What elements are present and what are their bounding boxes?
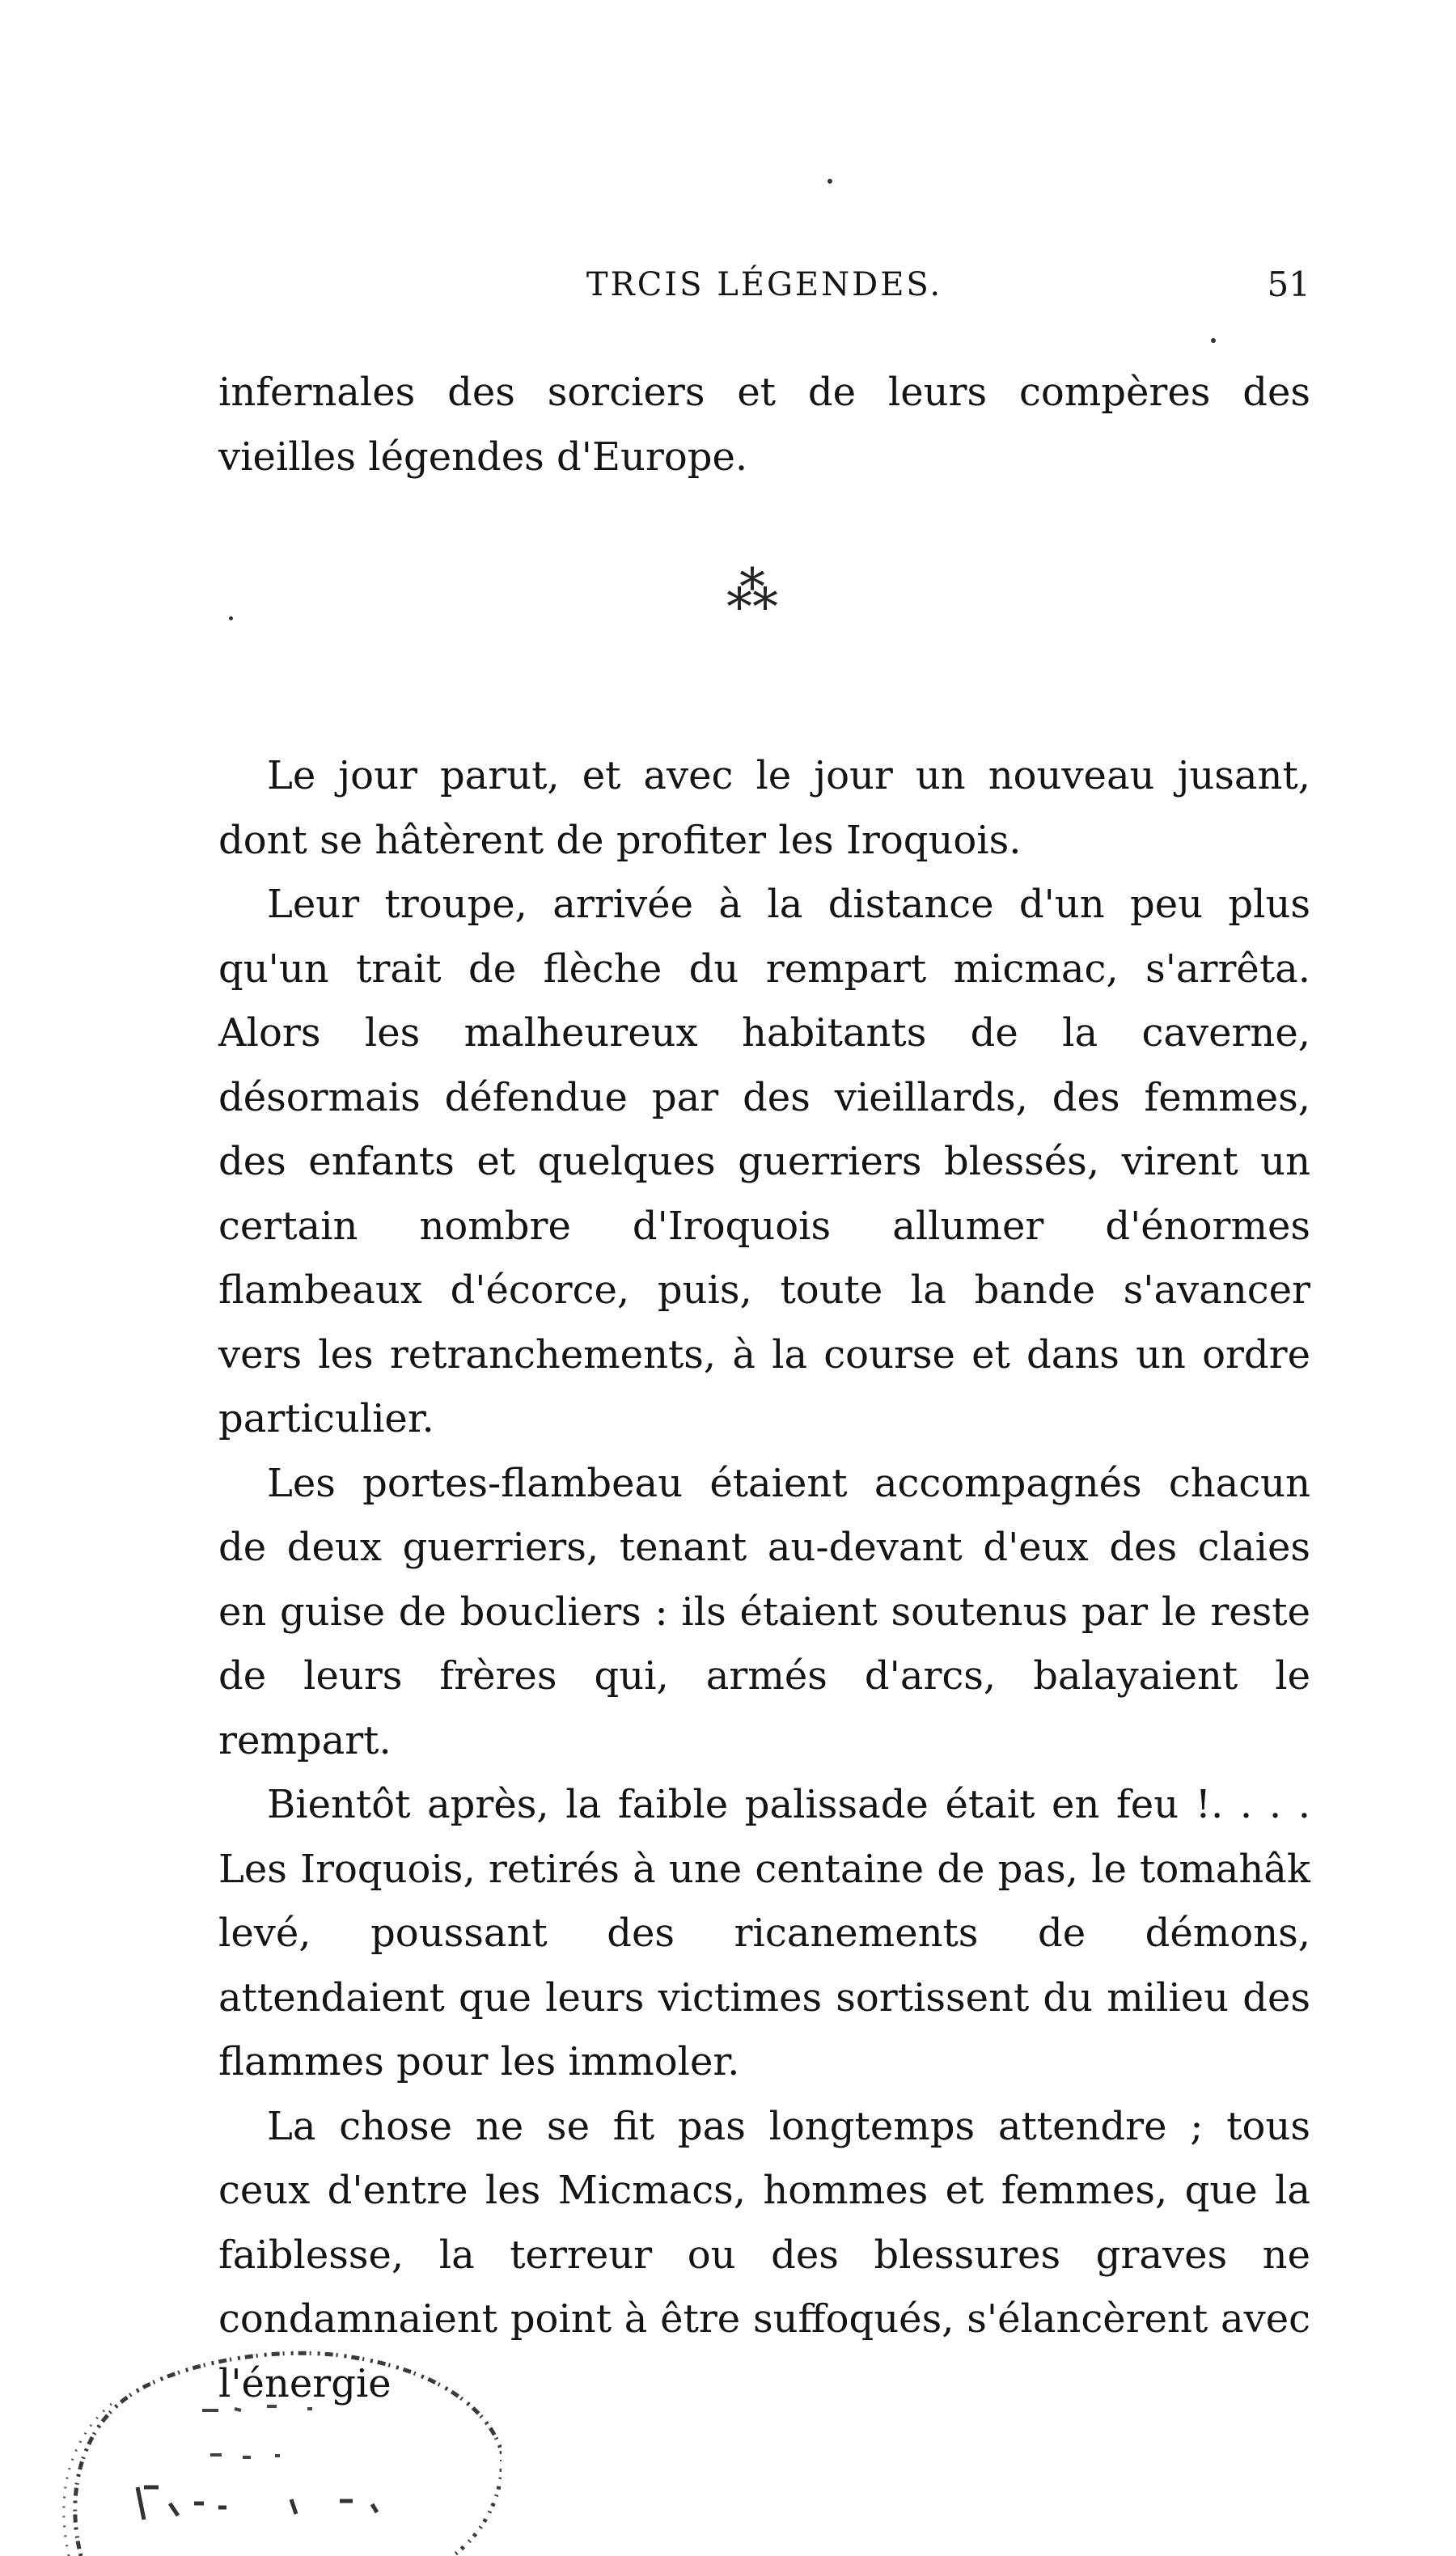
paragraph: La chose ne se fit pas longtemps attendre ; tous ceux d'entre les Micmacs, hommes et femmes, que la faiblesse, la terreur ou des blessures graves ne condamnaient point à être suffoqués, s'élancèrent avec l'énergie [218, 2103, 1310, 2406]
library-stamp [49, 2313, 502, 2556]
asterism-separator [704, 566, 801, 623]
paragraph: Les portes-flambeau étaient accompagnés chacun de deux guerriers, tenant au-devant d'eux des claies en guise de boucliers : ils étaient soutenus par le reste de leurs frères qui, armés d'arcs, balayaient le rempart. [218, 1460, 1310, 1763]
carryover-paragraph [218, 361, 1310, 489]
paragraph: Le jour parut, et avec le jour un nouveau jusant, dont se hâtèrent de profiter les Iroquois. [218, 753, 1310, 863]
running-title: TRCIS LÉGENDES. [586, 266, 943, 303]
print-speck [827, 179, 832, 184]
paragraph: Leur troupe, arrivée à la distance d'un peu plus qu'un trait de flèche du rempart micmac, s'arrêta. Alors les malheureux habitants de la caverne, désormais défendue par des vieillards, des femmes, des enfants et quelques guerriers blessés, virent un certain nombre d'Iroquois allumer d'énormes flambeaux d'écorce, puis, toute la bande s'avancer vers les retranchements, à la course et dans un ordre particulier. [218, 882, 1310, 1441]
print-speck [229, 616, 233, 620]
main-text [218, 744, 1310, 2416]
running-head [218, 260, 1310, 309]
paragraph: Bientôt après, la faible palissade était en feu !. . . . Les Iroquois, retirés à une centaine de pas, le tomahâk levé, poussant des ricanements de démons, attendaient que leurs victimes sortissent du milieu des flammes pour les immoler. [218, 1782, 1310, 2084]
carryover-text: infernales des sorciers et de leurs compères des vieilles légendes d'Europe. [218, 370, 1310, 480]
page-number: 51 [1267, 264, 1310, 304]
print-speck [1211, 338, 1216, 343]
svg-text:⁂: ⁂ [726, 566, 778, 621]
